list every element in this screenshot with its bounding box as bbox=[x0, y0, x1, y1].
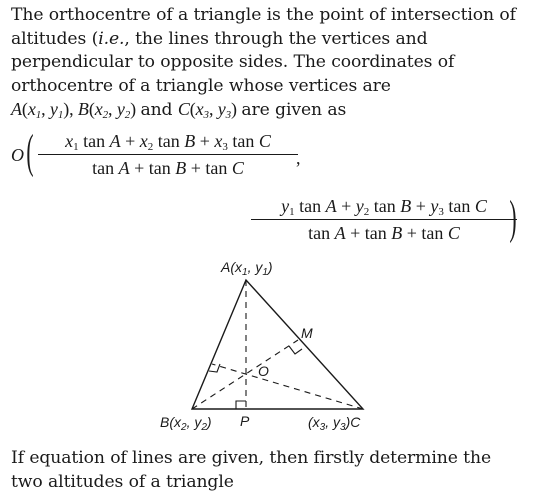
label-o: O bbox=[258, 363, 269, 379]
intro-line-4: orthocentre of a triangle whose vertices are bbox=[11, 75, 539, 99]
x-numerator: $x_1$ $\tan A + x_2$ $\tan B + x_3$ tan C bbox=[38, 131, 298, 152]
triangle-abc bbox=[192, 280, 363, 409]
outro-line-1: If equation of lines are given, then firstly determine the bbox=[11, 447, 539, 471]
altitude-c-ab bbox=[212, 364, 363, 409]
label-b: $B(x_2$, $y_2$) bbox=[160, 414, 212, 433]
y-numerator: $y_1$ $\tan A + y_2$ $\tan B + y_3$ tan C bbox=[251, 196, 517, 217]
outro-line-2: two altitudes of a triangle bbox=[11, 471, 539, 494]
vertices-expression: $A(x_1$, $y_1$), $B(x_2$, $y_2$) bbox=[11, 99, 140, 119]
outro-paragraph bbox=[11, 447, 539, 494]
label-a: $A(x_1$, $y_1$) bbox=[220, 259, 273, 278]
y-denominator: tan A + tan B + tan C bbox=[251, 223, 517, 244]
label-m: M bbox=[301, 325, 313, 341]
intro-line-3: perpendicular to opposite sides. The coordinates of bbox=[11, 51, 539, 75]
intro-line-1: The orthocentre of a triangle is the point of intersection of bbox=[11, 4, 539, 28]
right-angle-m bbox=[289, 346, 302, 354]
label-p: P bbox=[240, 413, 250, 429]
intro-line-2-post: , the lines through the vertices and bbox=[124, 29, 427, 49]
formula-comma: , bbox=[296, 148, 301, 169]
right-angle-p bbox=[236, 401, 246, 409]
orthocentre-point-label: O bbox=[11, 145, 24, 166]
altitude-b-m bbox=[192, 340, 298, 409]
intro-line-2-ie: i.e. bbox=[98, 29, 124, 49]
intro-line-2-pre: altitudes ( bbox=[11, 29, 98, 49]
vertices-line: $A(x_1$, $y_1$), $B(x_2$, $y_2$) and $C(x_3$, $y_3$) are given as bbox=[11, 98, 539, 123]
right-paren: ) bbox=[509, 194, 516, 242]
label-c: ($x_3$, $y_3)C$ bbox=[308, 414, 361, 433]
left-paren: ( bbox=[26, 128, 33, 176]
x-denominator: tan A + tan B + tan C bbox=[38, 158, 298, 179]
vertices-tail: are given as bbox=[241, 100, 346, 120]
